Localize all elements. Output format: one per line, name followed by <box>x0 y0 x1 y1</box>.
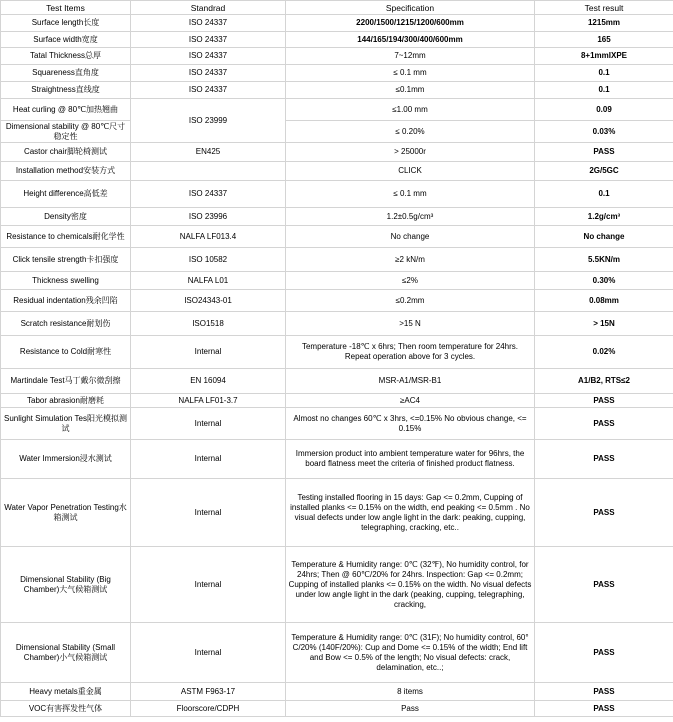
specification: MSR-A1/MSR-B1 <box>286 369 535 394</box>
specification: Pass <box>286 701 535 717</box>
standard: ISO 10582 <box>131 248 286 272</box>
table-row <box>1 15 673 32</box>
standard: ISO 24337 <box>131 65 286 82</box>
test-item: Installation method安装方式 <box>1 162 131 181</box>
test-result: PASS <box>535 547 673 623</box>
test-result: 1.2g/cm³ <box>535 208 673 226</box>
specification: 7~12mm <box>286 48 535 65</box>
specification: > 25000r <box>286 143 535 162</box>
table-row <box>1 440 673 479</box>
standard: ISO 24337 <box>131 48 286 65</box>
test-item: Tabor abrasion耐磨耗 <box>1 394 131 408</box>
standard: NALFA LF01-3.7 <box>131 394 286 408</box>
test-result: No change <box>535 226 673 248</box>
test-result: > 15N <box>535 312 673 336</box>
header-specification: Specification <box>286 1 535 15</box>
table-row <box>1 479 673 547</box>
standard: Internal <box>131 547 286 623</box>
test-result: PASS <box>535 143 673 162</box>
test-item: Resistance to chemicals耐化学性 <box>1 226 131 248</box>
specification: Temperature & Humidity range: 0℃ (31F); No humidity control, 60° C/20% (140F/20%): Cup and Dome <= 0.15% of the width; End lift and Bow <= 0.5% of the length; No visual defects: crack, delamination, etc..; <box>286 623 535 683</box>
test-result: 0.09 <box>535 99 673 121</box>
standard: Internal <box>131 623 286 683</box>
test-item: Resistance to Cold耐寒性 <box>1 336 131 369</box>
header-test-result: Test result <box>535 1 673 15</box>
standard: ISO 23996 <box>131 208 286 226</box>
specification: >15 N <box>286 312 535 336</box>
standard: ISO 23999 <box>131 99 286 143</box>
test-item: Density密度 <box>1 208 131 226</box>
specification: Immersion product into ambient temperature water for 96hrs, the board flatness meet the criteria of finished product flatness. <box>286 440 535 479</box>
standard: Internal <box>131 440 286 479</box>
test-result: PASS <box>535 479 673 547</box>
specification: ≤1.00 mm <box>286 99 535 121</box>
specification: ≥AC4 <box>286 394 535 408</box>
test-item: Castor chair脚轮椅测试 <box>1 143 131 162</box>
table-row <box>1 32 673 48</box>
test-result: 165 <box>535 32 673 48</box>
test-result: PASS <box>535 683 673 701</box>
table-row <box>1 121 673 143</box>
test-result: PASS <box>535 394 673 408</box>
test-result: 0.03% <box>535 121 673 143</box>
header-test-items: Test Items <box>1 1 131 15</box>
table-row <box>1 226 673 248</box>
test-item: Dimensional Stability (Small Chamber)小气候箱测试 <box>1 623 131 683</box>
table-row <box>1 701 673 717</box>
test-item: Heat curling @ 80℃加热翘曲 <box>1 99 131 121</box>
test-item: Water Immersion浸水测试 <box>1 440 131 479</box>
specification: 2200/1500/1215/1200/600mm <box>286 15 535 32</box>
test-item: Tatal Thickness总厚 <box>1 48 131 65</box>
table-row <box>1 272 673 290</box>
standard: EN 16094 <box>131 369 286 394</box>
table-row <box>1 48 673 65</box>
test-result: 8+1mmIXPE <box>535 48 673 65</box>
table-row <box>1 143 673 162</box>
table-row <box>1 369 673 394</box>
table-row <box>1 547 673 623</box>
table-row <box>1 181 673 208</box>
test-item: Dimensional stability @ 80℃尺寸稳定性 <box>1 121 131 143</box>
test-item: Surface length长度 <box>1 15 131 32</box>
specification: CLICK <box>286 162 535 181</box>
table-row <box>1 312 673 336</box>
test-item: Surface width宽度 <box>1 32 131 48</box>
table-row <box>1 394 673 408</box>
table-row <box>1 248 673 272</box>
test-item: Thickness swelling <box>1 272 131 290</box>
test-item: Martindale Test马丁戴尔微刮擦 <box>1 369 131 394</box>
test-item: Straightness直线度 <box>1 82 131 99</box>
header-standard: Standrad <box>131 1 286 15</box>
specification: ≤0.1mm <box>286 82 535 99</box>
test-result: 0.08mm <box>535 290 673 312</box>
test-result: PASS <box>535 623 673 683</box>
table-row <box>1 82 673 99</box>
standard: Internal <box>131 479 286 547</box>
specification: ≤ 0.1 mm <box>286 65 535 82</box>
test-item: Dimensional Stability (Big Chamber)大气候箱测试 <box>1 547 131 623</box>
standard: ISO 24337 <box>131 15 286 32</box>
table-row <box>1 336 673 369</box>
table-row <box>1 162 673 181</box>
test-result: 0.1 <box>535 65 673 82</box>
test-item: Scratch resistance耐划伤 <box>1 312 131 336</box>
test-result: PASS <box>535 408 673 440</box>
specification: Temperature & Humidity range: 0℃ (32℉), No humidity control, for 24hrs; Then @ 60℃/20% for 24hrs. Inspection: Gap <= 0.2mm; Cupping of installed planks <= 0.15% on the width. No visual defects under low angle light in the dark (peaking, cupping, telegraphing, cracking, <box>286 547 535 623</box>
specification: Almost no changes 60℃ x 3hrs, <=0.15% No obvious change, <= 0.15% <box>286 408 535 440</box>
test-result: PASS <box>535 440 673 479</box>
standard: Internal <box>131 336 286 369</box>
test-item: Sunlight Simulation Tes阳光模拟测试 <box>1 408 131 440</box>
specification: ≥2 kN/m <box>286 248 535 272</box>
test-item: Residual indentation残余凹陷 <box>1 290 131 312</box>
test-result: 5.5KN/m <box>535 248 673 272</box>
table-row <box>1 683 673 701</box>
standard: ISO1518 <box>131 312 286 336</box>
test-result: PASS <box>535 701 673 717</box>
table-row <box>1 208 673 226</box>
table-row <box>1 290 673 312</box>
standard: ISO 24337 <box>131 82 286 99</box>
specification: ≤0.2mm <box>286 290 535 312</box>
header-row <box>1 1 673 15</box>
specification: Temperature -18℃ x 6hrs; Then room temperature for 24hrs. Repeat operation above for 3 cycles. <box>286 336 535 369</box>
specification: ≤ 0.20% <box>286 121 535 143</box>
test-item: Water Vapor Penetration Testing水箱测试 <box>1 479 131 547</box>
standard: ASTM F963-17 <box>131 683 286 701</box>
specification: 8 items <box>286 683 535 701</box>
table-row <box>1 65 673 82</box>
standard: NALFA LF013.4 <box>131 226 286 248</box>
standard <box>131 162 286 181</box>
test-item: Squareness直角度 <box>1 65 131 82</box>
test-result: 0.1 <box>535 82 673 99</box>
test-result: 0.02% <box>535 336 673 369</box>
standard: EN425 <box>131 143 286 162</box>
specification: 1.2±0.5g/cm³ <box>286 208 535 226</box>
table-row <box>1 99 673 121</box>
test-result: 1215mm <box>535 15 673 32</box>
test-item: Height difference高低差 <box>1 181 131 208</box>
specification: No change <box>286 226 535 248</box>
standard: NALFA L01 <box>131 272 286 290</box>
test-result: 0.30% <box>535 272 673 290</box>
test-item: VOC有害挥发性气体 <box>1 701 131 717</box>
test-item: Click tensile strength卡扣强度 <box>1 248 131 272</box>
test-result: 0.1 <box>535 181 673 208</box>
test-item: Heavy metals重金属 <box>1 683 131 701</box>
test-result: 2G/5GC <box>535 162 673 181</box>
standard: Floorscore/CDPH <box>131 701 286 717</box>
standard: ISO 24337 <box>131 181 286 208</box>
specification: 144/165/194/300/400/600mm <box>286 32 535 48</box>
specification: ≤ 0.1 mm <box>286 181 535 208</box>
standard: ISO 24337 <box>131 32 286 48</box>
table-row <box>1 408 673 440</box>
test-result: A1/B2, RTS≤2 <box>535 369 673 394</box>
specification: Testing installed flooring in 15 days: Gap <= 0.2mm, Cupping of installed planks <= 0.15% on the width, end peaking <= 0.5mm . No visual defects under low angle light in the dark: peaking, cupping, telegraphing, cracking, etc.. <box>286 479 535 547</box>
table-row <box>1 623 673 683</box>
standard: ISO24343-01 <box>131 290 286 312</box>
specification: ≤2% <box>286 272 535 290</box>
standard: Internal <box>131 408 286 440</box>
